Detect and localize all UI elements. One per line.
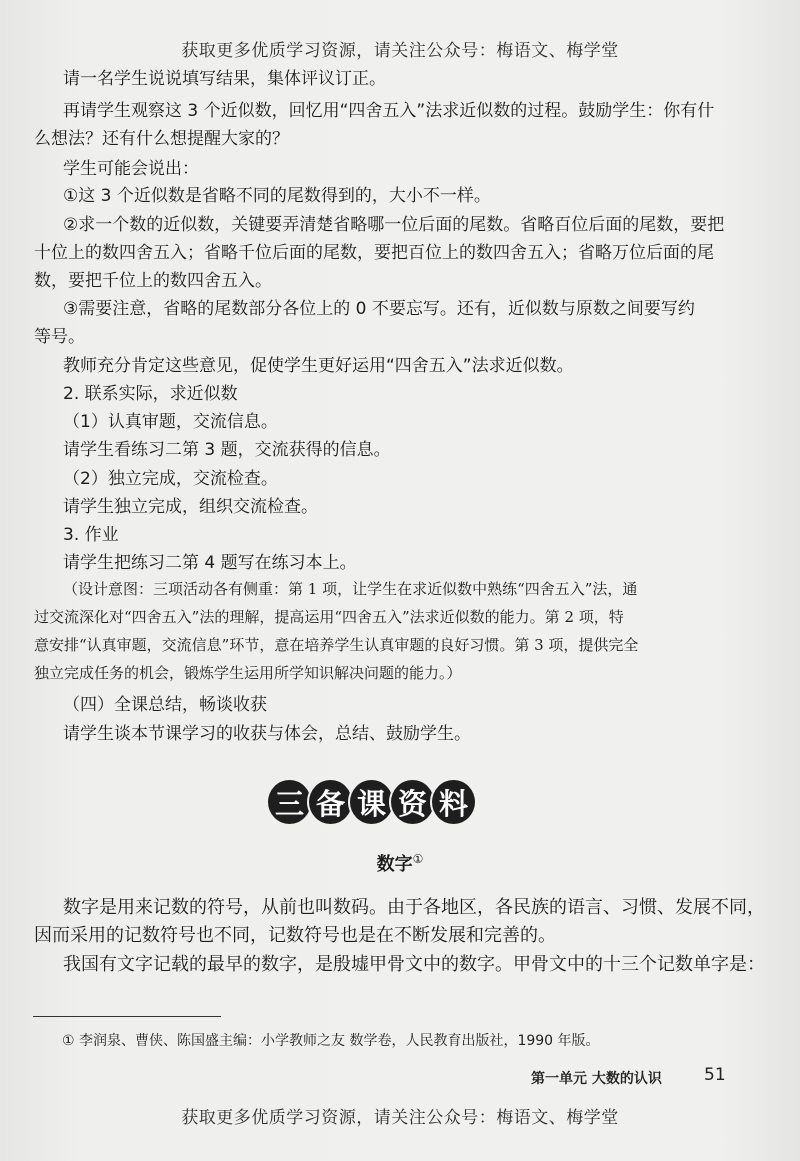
text-line: 十位上的数四舍五入；省略千位后面的尾数，要把百位上的数四舍五入；省略万位后面的尾: [34, 243, 714, 263]
section-title: [0, 850, 800, 876]
design-note-line: 意安排“认真审题，交流信息”环节，意在培养学生认真审题的良好习惯。第 3 项，提供完全: [34, 636, 639, 654]
text-line: 请学生把练习二第 4 题写在练习本上。: [63, 553, 357, 573]
section-text-line: 因而采用的记数符号也不同，记数符号也是在不断发展和完善的。: [34, 925, 556, 946]
text-line: 3. 作业: [63, 525, 119, 545]
text-line: 再请学生观察这 3 个近似数，回忆用“四舍五入”法求近似数的过程。鼓励学生：你有什: [63, 101, 715, 121]
text-line: 请学生看练习二第 3 题，交流获得的信息。: [63, 440, 391, 460]
watermark-bottom: 获取更多优质学习资源，请关注公众号：梅语文、梅学堂: [181, 1108, 619, 1128]
watermark-top: 获取更多优质学习资源，请关注公众号：梅语文、梅学堂: [181, 41, 619, 61]
text-line: 数，要把千位上的数四舍五入。: [34, 271, 272, 291]
section-title-text: 数字: [376, 854, 413, 875]
footnote: ① 李润泉、曹侠、陈国盛主编：小学教师之友 数学卷，人民教育出版社，1990 年版。: [62, 1033, 600, 1049]
text-line: （1）认真审题，交流信息。: [63, 412, 278, 432]
text-line: ②求一个数的近似数，关键要弄清楚省略哪一位后面的尾数。省略百位后面的尾数，要把: [63, 215, 725, 235]
section-text-line: 数字是用来记数的符号，从前也叫数码。由于各地区，各民族的语言、习惯、发展不同，: [63, 897, 765, 918]
text-line: 么想法？还有什么想提醒大家的？: [34, 129, 289, 149]
banner-char: 料: [432, 780, 475, 824]
text-line: 等号。: [34, 327, 85, 347]
page-number: 51: [704, 1065, 726, 1085]
summary-text: 请学生谈本节课学习的收获与体会，总结、鼓励学生。: [63, 724, 471, 744]
text-line: 请一名学生说说填写结果，集体评议订正。: [63, 69, 386, 89]
text-line: 请学生独立完成，组织交流检查。: [63, 497, 318, 517]
text-line: 学生可能会说出：: [63, 159, 199, 179]
banner-char: 三: [268, 780, 311, 824]
text-line: ①这 3 个近似数是省略不同的尾数得到的，大小不一样。: [63, 186, 491, 206]
text-line: 教师充分肯定这些意见，促使学生更好运用“四舍五入”法求近似数。: [63, 356, 574, 376]
design-note-line: 独立完成任务的机会，锻炼学生运用所学知识解决问题的能力。）: [34, 664, 462, 682]
banner-char: 课: [350, 780, 393, 824]
running-head: 第一单元 大数的认识: [531, 1071, 662, 1087]
banner-char: 资: [391, 780, 434, 824]
text-line: （2）独立完成，交流检查。: [63, 469, 278, 489]
text-line: ③需要注意，省略的尾数部分各位上的 0 不要忘写。还有，近似数与原数之间要写约: [63, 299, 695, 319]
footnote-divider: [33, 1016, 221, 1017]
footnote-mark: ①: [412, 852, 424, 866]
summary-heading: （四）全课总结，畅谈收获: [63, 695, 267, 715]
section-banner: [269, 776, 474, 828]
design-note-line: （设计意图：三项活动各有侧重：第 1 项，让学生在求近似数中熟练“四舍五入”法，通: [63, 580, 638, 598]
banner-char: 备: [309, 780, 352, 824]
text-line: 2. 联系实际，求近似数: [63, 384, 238, 404]
design-note-line: 过交流深化对“四舍五入”法的理解，提高运用“四舍五入”法求近似数的能力。第 2 项，特: [34, 608, 624, 626]
section-text-line: 我国有文字记载的最早的数字，是殷墟甲骨文中的数字。甲骨文中的十三个记数单字是：: [63, 954, 765, 975]
